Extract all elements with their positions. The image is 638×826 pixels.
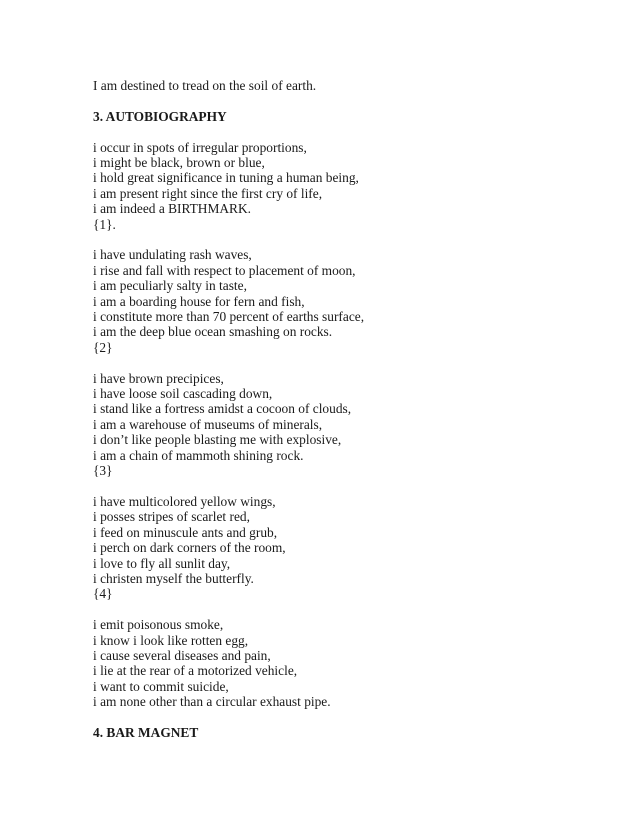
poem-line: i feed on minuscule ants and grub, [93,524,278,540]
spacer [93,602,613,617]
spacer [93,355,613,370]
poem-line: i hold great significance in tuning a human being, [93,170,359,186]
poem-line: i am none other than a circular exhaust pipe. [93,694,331,710]
poem-line: i am a chain of mammoth shining rock. [93,447,304,463]
poem-line: i constitute more than 70 percent of earths surface, [93,309,365,325]
spacer [93,93,613,108]
poem-line: i am indeed a BIRTHMARK. [93,201,251,217]
poem-line: i rise and fall with respect to placement of moon, [93,262,356,278]
stanza-2 [93,247,613,355]
poem-line: i christen myself the butterfly. [93,570,254,586]
poem-line: i perch on dark corners of the room, [93,540,286,556]
poem-line: i don’t like people blasting me with explosive, [93,432,342,448]
stanza-5 [93,617,613,709]
poem-line: i stand like a fortress amidst a cocoon of clouds, [93,401,352,417]
poem-line: i am peculiarly salty in taste, [93,278,247,294]
stanza-marker: {3} [93,463,113,479]
poem-line: i am a boarding house for fern and fish, [93,293,305,309]
poem-text-body [93,78,613,740]
stanza-4 [93,494,613,602]
poem-line: i occur in spots of irregular proportions, [93,139,307,155]
poem-line: i am the deep blue ocean smashing on rocks. [93,324,333,340]
poem-line: i have multicolored yellow wings, [93,493,276,509]
poem-line: i emit poisonous smoke, [93,617,224,633]
poem-line: i have undulating rash waves, [93,247,252,263]
stanza-marker: {4} [93,586,113,602]
poem-line: i know i look like rotten egg, [93,632,249,648]
poem-line: i am present right since the first cry of life, [93,185,323,201]
poem-line: i lie at the rear of a motorized vehicle, [93,663,298,679]
poem-line: i want to commit suicide, [93,678,229,694]
spacer [93,232,613,247]
stanza-marker: {1}. [93,216,116,232]
poem-line: i posses stripes of scarlet red, [93,509,250,525]
spacer [93,710,613,725]
section-heading-autobiography: 3. AUTOBIOGRAPHY [93,108,227,124]
spacer [93,479,613,494]
poem-line: i cause several diseases and pain, [93,647,271,663]
poem-line: i love to fly all sunlit day, [93,555,231,571]
stanza-marker: {2} [93,339,113,355]
stanza-1 [93,140,613,232]
intro-line: I am destined to tread on the soil of earth. [93,78,317,93]
poem-line: i am a warehouse of museums of minerals, [93,416,323,432]
section-heading-bar-magnet: 4. BAR MAGNET [93,724,199,740]
poem-line: i have loose soil cascading down, [93,386,273,402]
poem-line: i might be black, brown or blue, [93,155,265,170]
spacer [93,124,613,139]
stanza-3 [93,371,613,479]
poem-line: i have brown precipices, [93,370,224,386]
